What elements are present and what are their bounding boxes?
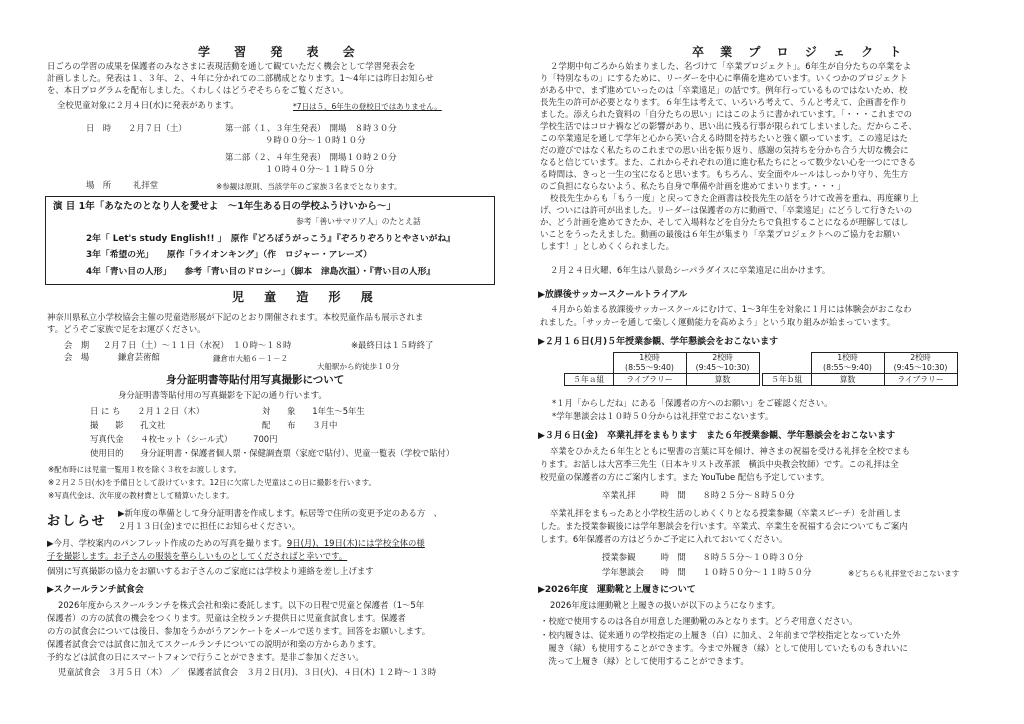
oshirase-line-3-underlined: 9日(月)、19日(木)には学校全体の様 bbox=[286, 538, 425, 548]
lunch-body-2: 保護者）の方の試食の機会をつくります。児童は全校ランチ提供日に児童食試食します。保護者 bbox=[47, 613, 406, 623]
photo-row-1b: 対 象 1年生〜5年生 bbox=[262, 406, 365, 416]
zokei-kaiki-note: ※最終日は１５時終了 bbox=[351, 340, 434, 350]
gakushu-part2: 第二部（２、４年生発表） 開場１０時２０分 bbox=[225, 152, 397, 162]
program-row-1-sub: 参考「善いサマリア人」のたとえ話 bbox=[296, 217, 421, 226]
oshirase-line-3 bbox=[47, 538, 425, 549]
program-row-4: 4年「青い目の人形」 参考「青い目のドロシー」（脚本 津島次温）・『青い目の人形』 bbox=[86, 267, 436, 277]
photo-row-2a: 撮 影 孔文社 bbox=[90, 420, 166, 430]
shoes-intro: 2026年度は運動靴と上履きの扱いが以下のようになります。 bbox=[550, 600, 781, 610]
table-b-h2-label: 2校時 bbox=[910, 353, 931, 362]
lunch-body-3: の方の試食会については後日、参加をうかがうアンケートをメールで送ります。回答をお願いします。 bbox=[47, 626, 431, 636]
sankan-title: ▶２月１６日(月)５年授業参観、学年懇談会をおこないます bbox=[538, 337, 779, 347]
oshirase-line-2: ２月１３日(金)までに担任にお知らせください。 bbox=[118, 521, 301, 531]
zokei-kaijo-address: 鎌倉市大船６－１－２ bbox=[213, 354, 288, 363]
gakushu-part2-time: １０時４０分〜１１時５０分 bbox=[265, 164, 374, 174]
photo-note-1: ※配布時には児童一覧用１枚を除く３枚をお渡しします。 bbox=[48, 465, 242, 474]
sotsugyo-body-1: ２学期中旬ごろから始まりました、名づけて「卒業プロジェクト」。6年生が自分たちの卒業をよ bbox=[550, 61, 912, 71]
sotsugyo-body-8: だの遊びではなく私たちのこれまでの思い出を振り返り、感謝の気持ちを分かち合う大切な機会に bbox=[540, 145, 909, 155]
photo-row-1a: 日 に ち ２月１２日（木） bbox=[90, 406, 205, 416]
photo-note-2: ※２月２５日(水)を予備日として設けています。12日に欠席した児童はこの日に撮影を行います。 bbox=[48, 478, 376, 487]
lunch-body-5: 予約などは試食の日にスマートフォンで行うことができます。是非ご参加ください。 bbox=[47, 652, 364, 662]
table-a-h2-label: 2校時 bbox=[712, 353, 733, 362]
table-b-p2: ライブラリー bbox=[884, 374, 957, 386]
reihai-body-1: 卒業をひかえた６年生とともに聖書の言葉に耳を傾け、神さまの祝福を受ける礼拝を全校でまも bbox=[550, 446, 911, 456]
oshirase-line-3-text: ▶今月、学校案内のパンフレット作成のための写真を撮ります。 bbox=[47, 538, 287, 548]
table-b-corner bbox=[763, 353, 812, 374]
soccer-title: ▶放課後サッカースクールトライアル bbox=[538, 290, 688, 300]
program-box bbox=[45, 196, 495, 285]
sotsugyo-body-2: り「特別なもの」にするために、リーダーを中心に準備を進めています。いくつかのプロジェクト bbox=[540, 73, 908, 83]
zokei-kaijo-value: 鎌倉芸術館 bbox=[118, 352, 160, 362]
table-b-h1 bbox=[811, 353, 884, 374]
table-b-h1-label: 1校時 bbox=[837, 353, 858, 362]
gakushu-place-label: 場 所 bbox=[86, 180, 112, 190]
table-a-h2 bbox=[686, 353, 759, 374]
table-b-h1-time: (8:55〜9:40) bbox=[823, 363, 872, 372]
reihai-time-2: 授業参観 時 間 ８時５５分〜１０時３０分 bbox=[602, 552, 803, 562]
table-b-p1: 算数 bbox=[811, 374, 884, 386]
sotsugyo-body-16: します！」としめくくられました。 bbox=[540, 241, 674, 251]
table-a-h1-label: 1校時 bbox=[639, 353, 660, 362]
table-a-p1: ライブラリー bbox=[613, 374, 686, 386]
reihai-body-6: します。6年保護者の方はどうかご予定に入れておいてください。 bbox=[540, 534, 788, 544]
zokei-body-2: す。どうぞご家族で足をお運びください。 bbox=[47, 324, 206, 334]
gakushu-date-label: 日 時 bbox=[86, 123, 112, 133]
gakushu-date-value: ２月７日（土） bbox=[128, 123, 187, 133]
sankan-note-1: *１月「からしだね」にある「保護者の方へのお願い」をご確認ください。 bbox=[552, 398, 833, 408]
photo-note-3: ※写真代金は、次年度の教材費として精算いたします。 bbox=[48, 491, 234, 500]
program-row-3: 3年「希望の光」 原作「ライオンキング」（作 ロジャー・アレーズ） bbox=[86, 250, 372, 260]
sankan-table-b bbox=[762, 352, 958, 386]
zokei-kaiki-value: ２月７日（土）〜１１日（水祝） １０時〜１８時 bbox=[103, 340, 292, 350]
table-b-h2 bbox=[884, 353, 957, 374]
shoes-bullet-2c: 洗って上履き（緑）として使用することができます。 bbox=[540, 656, 749, 666]
gakushu-intro-3: を、本日プログラムを配布しました。くわしくはどうぞそちらをご覧ください。 bbox=[47, 85, 349, 95]
gakushu-note-feb7: *7日は５、6年生の登校日ではありません。 bbox=[293, 102, 442, 111]
sotsugyo-body-12: 校長先生からも「もう一度」と戻ってきた企画書は校長先生の話をうけて改善を重ね、再度練り上 bbox=[550, 193, 919, 203]
lunch-schedule: 児童試食会 ３月５日（木） ／ 保護者試食会 ３月２日(月)、３日(火)、４日(木) １２時〜１３時 bbox=[58, 667, 437, 677]
zokei-body-1: 神奈川県私立小学校協会主催の児童造形展が下記のとおり開催されます。本校児童作品も展示されま bbox=[47, 312, 424, 322]
sotsugyo-end: ２月２４日火曜、6年生は八景島シーパラダイスに卒業遠足に出かけます。 bbox=[550, 265, 831, 275]
reihai-body-3: 校児童の保護者の方にご案内します。また YouTube 配信も予定しています。 bbox=[540, 472, 830, 482]
reihai-title: ▶３月６日(金) 卒業礼拝をまもります また６年授業参観、学年懇談会をおこないます bbox=[538, 431, 896, 441]
zokei-title: 児 童 造 形 展 bbox=[232, 290, 381, 304]
sotsugyo-body-15: いことをうったえました。動画の最後は６年生が集まり「卒業プロジェクトへのご協力をお願い bbox=[540, 229, 900, 239]
sankan-note-2: *学年懇談会は１０時５０分からは礼拝堂でおこないます。 bbox=[552, 411, 774, 421]
shoes-bullet-1: ・校庭で使用するのは各自が用意した運動靴のみとなります。どうぞ用意ください。 bbox=[540, 616, 858, 626]
shoes-bullet-2a: ・校内履きは、従来通りの学校指定の上履き（白）に加え、２年前まで学校指定となっていた外 bbox=[540, 630, 901, 640]
sotsugyo-body-9: なると信じています。また、これからそれぞれの道に進む私たちにとって数少ない心を一つにできる bbox=[540, 157, 917, 167]
photo-title: 身分証明書等貼付用写真撮影について bbox=[166, 374, 345, 386]
sotsugyo-body-10: る時間は、きっと一生の宝になると思います。もちろん、安全面やルールはしっかり守り、先生方 bbox=[540, 169, 909, 179]
sotsugyo-body-14: か、どう計画を進めてきたか、そして入場料などを自分たちで負担することになるが理解してほし bbox=[540, 217, 909, 227]
program-row-1: 演 目 1年「あなたのとなり人を愛せよ 〜1年生ある日の学校ふうけいから〜」 bbox=[53, 201, 396, 212]
lunch-body-4: 保護者試食会では試食に加えてスクールランチについての説明が和楽の方からあります。 bbox=[47, 639, 381, 649]
photo-row-4: 使用目的 身分証明書・保護者個人票・保健調査票（家庭で貼付）、児童一覧表（学校で貼付） bbox=[90, 448, 455, 458]
oshirase-title: おしらせ bbox=[47, 514, 107, 529]
sotsugyo-body-13: げ、ついには許可が出ました。リーダーは保護者の方に動画で、「卒業遠足」にどうして行きたいの bbox=[540, 205, 913, 215]
gakushu-intro-1: 日ごろの学習の成果を保護者のみなさまに表現活動を通して観ていただく機会として学習発表会を bbox=[47, 61, 416, 71]
table-a-h1-time: (8:55〜9:40) bbox=[625, 363, 674, 372]
sotsugyo-body-4: 長先生の許可が必要となります。６年生は考えて、いろいろ考えて、うんと考えて、企画書を作り bbox=[540, 97, 908, 107]
sotsugyo-body-7: この卒業遠足を通して学年と心から笑い合える時間を持ちたいと強く願っています。この遠足はた bbox=[540, 133, 908, 143]
gakushu-title: 学 習 発 表 会 bbox=[198, 45, 365, 59]
photo-intro: 身分証明書等貼付用の写真撮影を下記の通り行います。 bbox=[118, 390, 327, 400]
lunch-title: ▶スクールランチ試食会 bbox=[47, 585, 144, 595]
table-b-class: ５年ｂ組 bbox=[763, 374, 812, 386]
sotsugyo-body-3: がある中で、まず進めていったのは「卒業遠足」の話です。例年行っているものではないため、校 bbox=[540, 85, 908, 95]
gakushu-place-value: 礼拝堂 bbox=[133, 180, 159, 190]
oshirase-line-1: ▶新年度の準備として身分証明書を作成します。転居等で住所の変更予定のある方 、 bbox=[118, 508, 443, 518]
sotsugyo-title: 卒 業 プ ロ ジ ェ ク ト bbox=[692, 45, 908, 59]
reihai-time-1: 卒業礼拝 時 間 ８時２５分〜８時５０分 bbox=[602, 490, 795, 500]
shoes-title: ▶2026年度 運動靴と上履きについて bbox=[538, 585, 696, 595]
gakushu-part1-time: ９時００分〜１０時１０分 bbox=[265, 135, 366, 145]
reihai-time-3: 学年懇談会 時 間 １０時５０分〜１１時５０分 bbox=[602, 567, 812, 577]
reihai-body-4: 卒業礼拝をまもったあと小学校生活のしめくくりとなる授業参観（卒業スピーチ）を計画しま bbox=[550, 508, 902, 518]
zokei-kaijo-walk: 大船駅から約徒歩１０分 bbox=[317, 362, 400, 371]
table-a-h2-time: (9:45〜10:30) bbox=[695, 363, 750, 372]
photo-row-2b: 配 布 ３月中 bbox=[262, 420, 338, 430]
reihai-time-3-note: ※どちらも礼拝堂でおこないます bbox=[848, 569, 960, 578]
sotsugyo-body-11: のご負担にならないよう、私たち自身で準備や計画を進めてまいります。・・・」 bbox=[540, 181, 846, 191]
sankan-table-a bbox=[564, 352, 760, 386]
oshirase-line-4: 子を撮影します。お子さんの服装を華らしいものとしてくださればと幸いです。 bbox=[47, 551, 348, 561]
table-a-h1 bbox=[613, 353, 686, 374]
gakushu-part1: 第一部（１、３年生発表） 開場 ８時３０分 bbox=[225, 123, 397, 133]
gakushu-place-note: ※参観は原則、当該学年のご家族３名までとなります。 bbox=[216, 182, 402, 191]
table-a-class: ５年ａ組 bbox=[565, 374, 614, 386]
sotsugyo-body-5: ました。添えられた資料の「自分たちの思い」にはこのように書かれています。「・・・これまでの bbox=[540, 109, 913, 119]
gakushu-all-line: 全校児童対象に２月４日(水)に発表があります。 bbox=[57, 100, 239, 110]
photo-row-3: 写真代金 ４枚セット（シール式） 700円 bbox=[90, 434, 278, 444]
shoes-bullet-2b: 履き（緑）も使用することができます。今まで外履き（緑）として使用していたものもきれいに bbox=[540, 643, 908, 653]
zokei-kaijo-label: 会 場 bbox=[64, 352, 90, 362]
reihai-body-2: ります。お話しは大宮季三先生（日本キリスト改革派 横浜中央教会牧師）です。この礼拝は全 bbox=[540, 459, 899, 469]
soccer-body-2: れました。「サッカーを通して楽しく運動能力を高めよう」という取り組みが始まっています。 bbox=[540, 317, 896, 327]
reihai-body-5: した。また授業参観後には学年懇談会を行います。卒業式、卒業生を祝福する会についてもご案内 bbox=[540, 521, 908, 531]
table-a-corner bbox=[565, 353, 614, 374]
lunch-body-1: 2026年度からスクールランチを株式会社和楽に委託します。以下の日程で児童と保護者（1〜5年 bbox=[58, 600, 425, 610]
sotsugyo-body-6: 学校生活ではコロナ禍などの影響があり、思い出に残る行事が限られてしまいました。だからこそ、 bbox=[540, 121, 917, 131]
zokei-kaiki-label: 会 期 bbox=[64, 340, 90, 350]
oshirase-line-5: 個別に写真撮影の協力をお願いするお子さんのご家庭には学校より連絡を差し上げます bbox=[47, 566, 374, 576]
table-a-p2: 算数 bbox=[686, 374, 759, 386]
table-b-h2-time: (9:45〜10:30) bbox=[893, 363, 948, 372]
program-row-2: 2年「 Let's study English!! 」 原作『どろぼうがっこう』『ぞろりぞろりとやさいがね』 bbox=[86, 234, 456, 244]
gakushu-intro-2: 計画しました。発表は１、３年、２、４年に分かれての二部構成となります。1〜4年には昨日お知らせ bbox=[47, 73, 434, 83]
soccer-body-1: ４月から始まる放課後サッカースクールにむけて、1〜3年生を対象に１月には体験会がおこなわ bbox=[550, 304, 912, 314]
